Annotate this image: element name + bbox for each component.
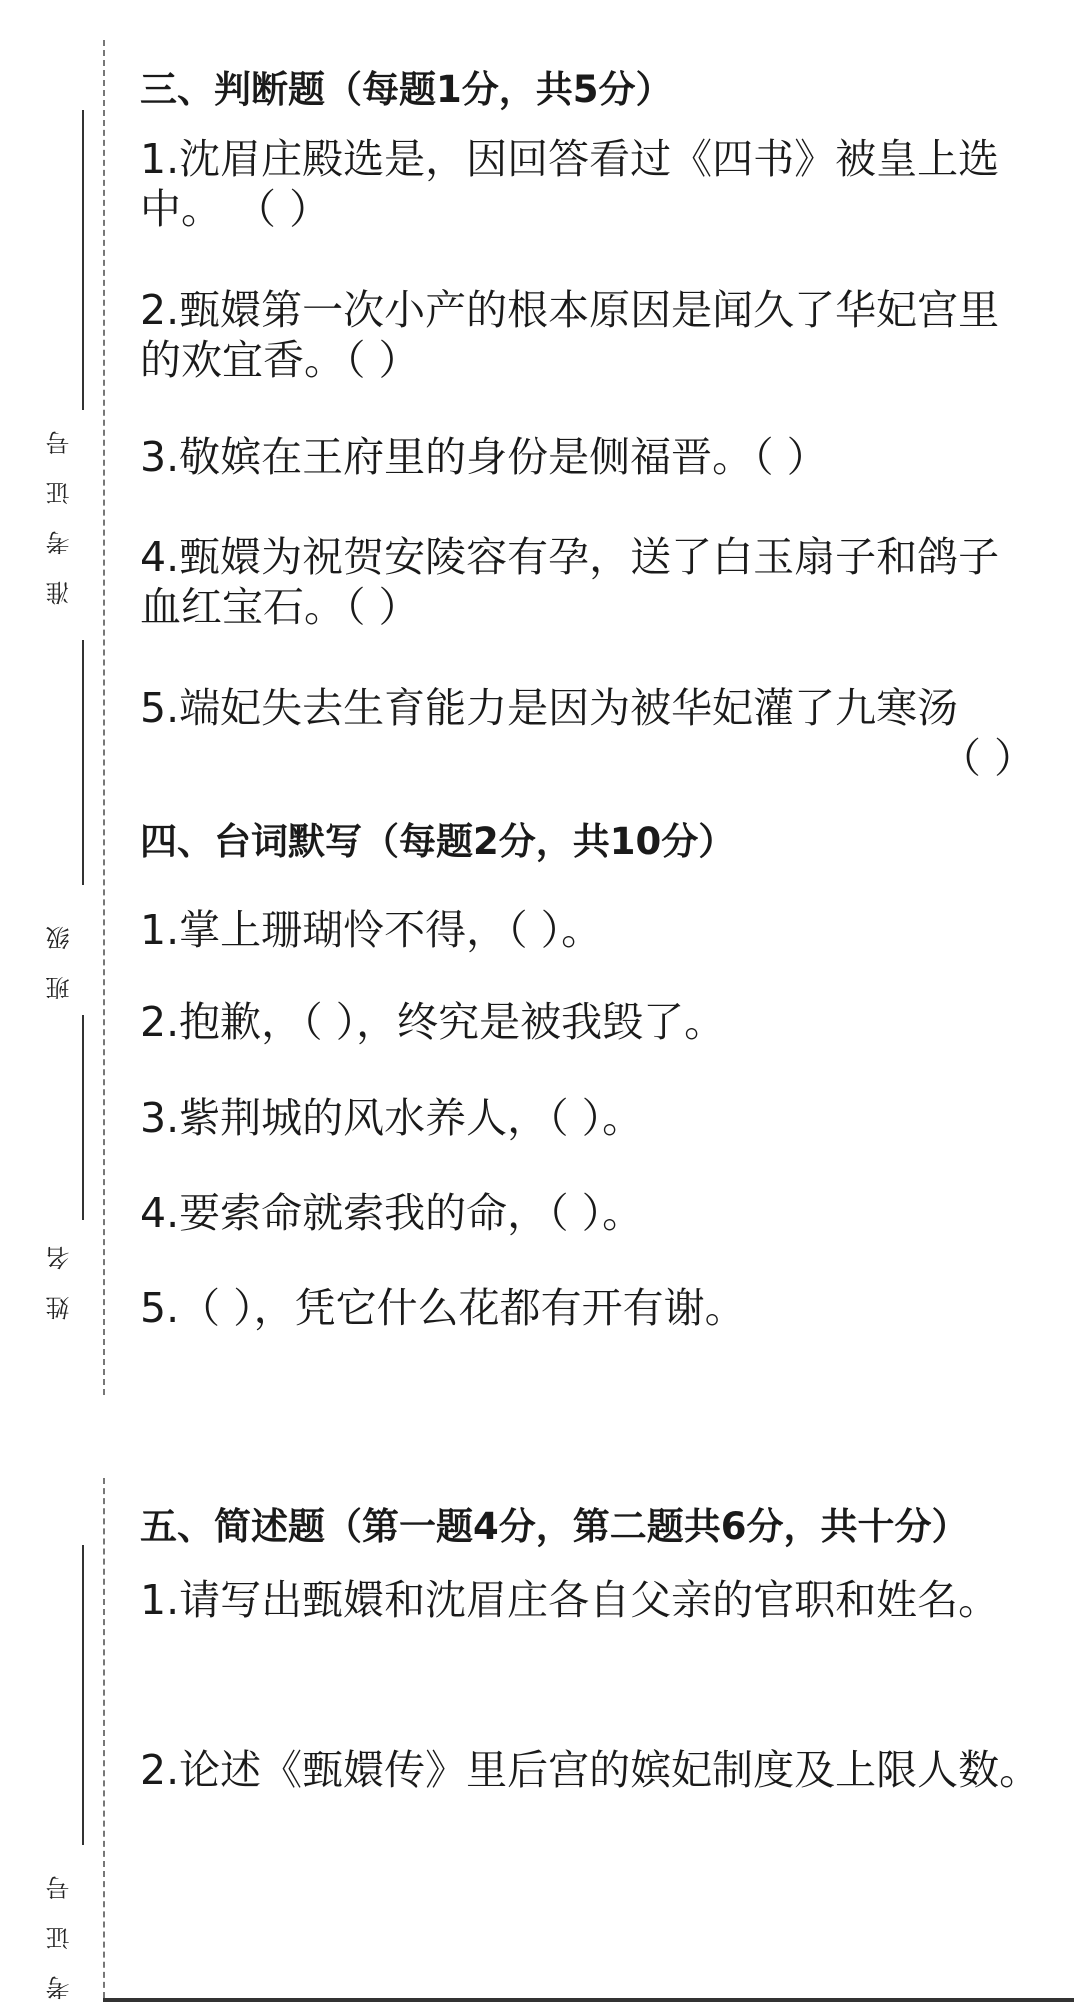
question-line: 的欢宜香。（ ） xyxy=(140,336,420,384)
question-4-1: 1.掌上珊瑚怜不得，（ ）。 xyxy=(140,906,603,954)
question-4-4: 4.要索命就索我的命，（ ）。 xyxy=(140,1189,644,1237)
question-3-4 xyxy=(140,532,1050,632)
question-line: （ ） xyxy=(939,734,1035,782)
question-4-3: 3.紫荆城的风水养人，（ ）。 xyxy=(140,1094,644,1142)
question-3-1 xyxy=(140,134,1050,234)
class-label: 班级 xyxy=(46,900,74,1000)
question-5-2: 2.论述《甄嬛传》里后宫的嫔妃制度及上限人数。 xyxy=(140,1746,1041,1794)
page-bottom-rule xyxy=(103,1998,1074,2002)
question-line: 中。 （ ） xyxy=(140,185,331,233)
question-4-5: 5.（ ），凭它什么花都有开有谢。 xyxy=(140,1284,746,1332)
question-line: 血红宝石。（ ） xyxy=(140,583,420,631)
question-4-2: 2.抱歉，（ ），终究是被我毁了。 xyxy=(140,998,726,1046)
binding-line xyxy=(82,110,84,410)
exam-id-label: 准考证号 xyxy=(46,405,74,605)
name-label: 姓名 xyxy=(46,1220,74,1320)
section-5-heading: 五、简述题（第一题4分，第二题共6分，共十分） xyxy=(140,1505,969,1548)
section-4-heading: 四、台词默写（每题2分，共10分） xyxy=(140,820,736,863)
question-line: 2.甄嬛第一次小产的根本原因是闻久了华妃宫里 xyxy=(140,286,1000,334)
question-line: 1.沈眉庄殿选是，因回答看过《四书》被皇上选 xyxy=(140,135,1000,183)
binding-line xyxy=(82,640,84,885)
exam-id-label-lower: 考证号 xyxy=(46,1850,74,2000)
question-3-5 xyxy=(140,683,1050,783)
question-line: 3.敬嫔在王府里的身份是侧福晋。（ ） xyxy=(140,433,828,481)
fold-line xyxy=(103,1478,105,1998)
question-3-2 xyxy=(140,285,1050,385)
question-line: 4.甄嬛为祝贺安陵容有孕，送了白玉扇子和鸽子 xyxy=(140,533,1000,581)
question-5-1: 1.请写出甄嬛和沈眉庄各自父亲的官职和姓名。 xyxy=(140,1576,1000,1624)
question-3-3 xyxy=(140,432,1050,482)
section-3-heading: 三、判断题（每题1分，共5分） xyxy=(140,68,673,111)
question-line: 5.端妃失去生育能力是因为被华妃灌了九寒汤 xyxy=(140,684,959,732)
binding-line xyxy=(82,1015,84,1220)
binding-line xyxy=(82,1545,84,1845)
fold-line xyxy=(103,40,105,1395)
